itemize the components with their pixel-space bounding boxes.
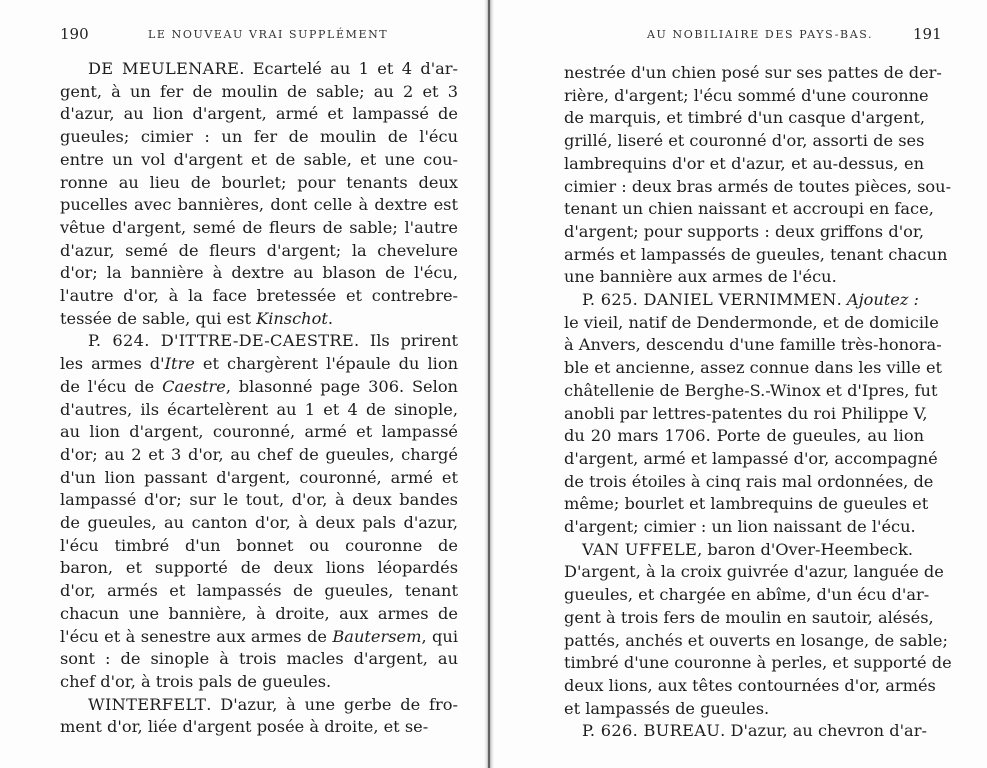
text-line — [564, 425, 924, 447]
text-run: DE MEULENARE — [88, 59, 240, 78]
text-line — [60, 126, 458, 148]
text-run: , qui — [421, 626, 459, 646]
text-run: tenant un chien naissant et accroupi en face, — [564, 199, 934, 219]
text-run: entre un vol d'argent et de sable, et une cou- — [60, 149, 458, 169]
text-line — [582, 289, 924, 311]
text-line — [564, 130, 924, 152]
text-line — [60, 172, 458, 194]
text-line — [60, 217, 458, 239]
text-run: le vieil, natif de Dendermonde, et de domicile — [564, 312, 939, 332]
running-head-left: LE NOUVEAU VRAI SUPPLÉMENT — [148, 28, 389, 41]
text-run: , baron d'Over-Heembeck. — [697, 539, 914, 559]
text-line — [60, 444, 458, 466]
text-line — [60, 421, 458, 443]
text-line — [564, 630, 948, 652]
text-run: au lion d'argent, couronné, armé et lampassé — [60, 422, 458, 442]
text-run: rière, d'argent; l'écu sommé d'une couronne — [564, 85, 929, 105]
text-line — [564, 516, 924, 538]
text-run: anobli par lettres-patentes du roi Philippe V, — [564, 403, 928, 423]
text-run: gueules, et chargée en abîme, d'un écu d'ar- — [564, 585, 930, 605]
text-run: de l'écu de — [60, 376, 163, 396]
text-run: . D'azur, au chevron d'ar- — [720, 721, 927, 741]
text-run: du 20 mars 1706. Porte de gueules, au lion — [564, 426, 924, 446]
text-line — [564, 471, 934, 493]
text-line — [564, 698, 924, 720]
text-line — [564, 198, 934, 220]
text-line — [564, 153, 924, 175]
text-line — [564, 561, 944, 583]
text-line — [564, 221, 924, 243]
text-line — [564, 448, 938, 470]
text-run: pucelles avec bannières, dont celle à dextre est — [60, 195, 458, 215]
text-run: chef d'or, à trois pals de gueules. — [60, 671, 332, 691]
page-number-left: 190 — [60, 25, 89, 43]
text-run: , blasonné page 306. Selon — [225, 376, 458, 396]
text-run: deux lions, aux têtes contournées d'or, armés — [564, 675, 936, 695]
text-line — [60, 285, 458, 307]
text-line — [60, 81, 458, 103]
running-head-right: AU NOBILIAIRE DES PAYS-BAS. — [647, 28, 874, 41]
text-run: cimier : deux bras armés de toutes pièces, sou- — [564, 176, 952, 196]
text-run: Bautersem — [332, 626, 422, 646]
text-line — [60, 648, 458, 670]
text-run: . Ils prirent — [353, 331, 459, 351]
right-page — [492, 0, 987, 768]
text-run: et chargèrent l'épaule du lion — [194, 354, 458, 374]
text-line — [60, 149, 458, 171]
text-run: WINTERFELT — [88, 694, 207, 714]
text-run: gent à trois fers de moulin en sautoir, alésés, — [564, 607, 934, 627]
text-run: . D'azur, à une gerbe de fro- — [206, 694, 458, 714]
text-run: armés et lampassés de gueules, tenant chacun — [564, 244, 948, 264]
text-run: d'or, armés et lampassés de gueules, tenant — [60, 581, 458, 601]
text-line — [564, 334, 942, 356]
text-run: les armes d' — [60, 354, 165, 374]
text-run: châtellenie de Berghe-S.-Winox et d'Ipres, fut — [564, 380, 938, 400]
text-run: Ajoutez : — [846, 290, 920, 309]
text-line — [582, 539, 924, 561]
text-run: baron, et supporté de deux lions léopardés — [60, 558, 458, 578]
text-run: lampassé d'or; sur le tout, d'or, à deux bandes — [60, 490, 458, 510]
text-line — [60, 262, 458, 284]
text-run: Kinschot — [256, 308, 328, 328]
text-run: Caestre — [162, 376, 226, 396]
text-line — [60, 671, 458, 693]
text-line — [60, 603, 458, 625]
text-line — [60, 308, 458, 330]
text-line — [582, 720, 927, 742]
text-run: . — [327, 308, 334, 328]
text-run: sont : de sinople à trois macles d'argent, au — [60, 649, 458, 669]
left-page — [0, 0, 488, 768]
text-line — [564, 266, 924, 288]
text-run: d'or; au 2 et 3 d'or, au chef de gueules, chargé — [60, 444, 458, 464]
text-line — [60, 467, 458, 489]
text-line — [564, 85, 929, 107]
text-run: lambrequins d'or et d'azur, et au-dessus, en — [564, 153, 924, 173]
text-line — [88, 330, 458, 352]
text-run: tessée de sable, qui est — [60, 308, 257, 328]
text-run: gent, à un fer de moulin de sable; au 2 et 3 — [60, 81, 458, 101]
text-run: de trois étoiles à cinq rais mal ordonnées, de — [564, 471, 934, 491]
text-line — [564, 312, 939, 334]
text-run: d'autres, ils écartelèrent au 1 et 4 de sinople, — [60, 399, 458, 419]
page-number-right: 191 — [913, 25, 942, 43]
text-line — [564, 176, 952, 198]
text-run: . Ecartelé au 1 et 4 d'ar- — [239, 59, 459, 78]
text-run: gueules; cimier : un fer de moulin de l'écu — [60, 127, 458, 147]
text-run: VAN UFFELE — [582, 539, 698, 559]
text-line — [564, 244, 948, 266]
text-run: d'argent, armé et lampassé d'or, accompagné — [564, 448, 938, 468]
text-line — [60, 557, 458, 579]
text-run: ronne au lieu de bourlet; pour tenants deux — [60, 172, 458, 192]
text-line — [564, 380, 938, 402]
text-run: même; bourlet et lambrequins de gueules et — [564, 494, 929, 514]
text-line — [60, 376, 458, 398]
text-line — [564, 107, 924, 129]
text-line — [60, 353, 458, 375]
text-run: d'azur, au lion d'argent, armé et lampassé de — [60, 104, 458, 124]
text-run: P. 625. DANIEL VERNIMMEN — [582, 290, 837, 309]
text-run: à Anvers, descendu d'une famille très-honora- — [564, 335, 942, 355]
text-line — [564, 607, 934, 629]
text-run: nestrée d'un chien posé sur ses pattes de der- — [564, 63, 942, 82]
text-run: P. 626. BUREAU — [582, 721, 721, 741]
text-run: chacun une bannière, à droite, aux armes de — [60, 603, 458, 623]
text-run: ment d'or, liée d'argent posée à droite, et se- — [60, 717, 429, 737]
text-line — [564, 493, 929, 515]
text-line — [88, 694, 458, 716]
text-line — [88, 58, 458, 80]
text-run: d'or; la bannière à dextre au blason de l'écu, — [60, 263, 458, 283]
text-run: l'écu timbré d'un bonnet ou couronne de — [60, 535, 458, 555]
text-line — [60, 716, 458, 738]
text-line — [60, 399, 458, 421]
text-line — [60, 512, 458, 534]
text-line — [60, 103, 458, 125]
text-run: d'argent; pour supports : deux griffons d'or, — [564, 221, 924, 241]
text-run: l'écu et à senestre aux armes de — [60, 626, 333, 646]
text-run: timbré d'une couronne à perles, et supporté de — [564, 653, 952, 673]
text-line — [60, 489, 458, 511]
text-line — [564, 62, 942, 84]
text-run: . — [836, 290, 847, 309]
text-run: de gueules, au canton d'or, à deux pals d'azur, — [60, 513, 458, 532]
text-line — [564, 357, 943, 379]
text-run: d'argent; cimier : un lion naissant de l'écu. — [564, 517, 916, 536]
text-run: vêtue d'argent, semé de fleurs de sable; l'autre — [60, 217, 458, 237]
text-line — [60, 535, 458, 557]
text-run: l'autre d'or, à la face bretessée et contrebre- — [60, 286, 458, 305]
text-line — [564, 675, 936, 697]
text-run: et lampassés de gueules. — [564, 698, 770, 718]
text-line — [60, 580, 458, 602]
text-run: une bannière aux armes de l'écu. — [564, 267, 837, 287]
text-run: d'un lion passant d'argent, couronné, armé et — [60, 467, 458, 487]
text-run: pattés, anchés et ouverts en losange, de sable; — [564, 630, 948, 650]
text-run: de marquis, et timbré d'un casque d'argent, — [564, 108, 926, 128]
text-run: grillé, liseré et couronné d'or, assorti de ses — [564, 131, 925, 151]
text-run: Itre — [164, 354, 195, 374]
text-run: ble et ancienne, assez connue dans les ville et — [564, 358, 943, 378]
text-line — [564, 584, 930, 606]
text-run: D'argent, à la croix guivrée d'azur, languée de — [564, 562, 944, 582]
text-run: d'azur, semé de fleurs d'argent; la chevelure — [60, 240, 458, 260]
text-line — [60, 626, 458, 648]
text-run: P. 624. D'ITTRE-DE-CAESTRE — [88, 331, 354, 351]
text-line — [564, 403, 928, 425]
text-line — [60, 194, 458, 216]
text-line — [60, 240, 458, 262]
text-line — [564, 652, 952, 674]
